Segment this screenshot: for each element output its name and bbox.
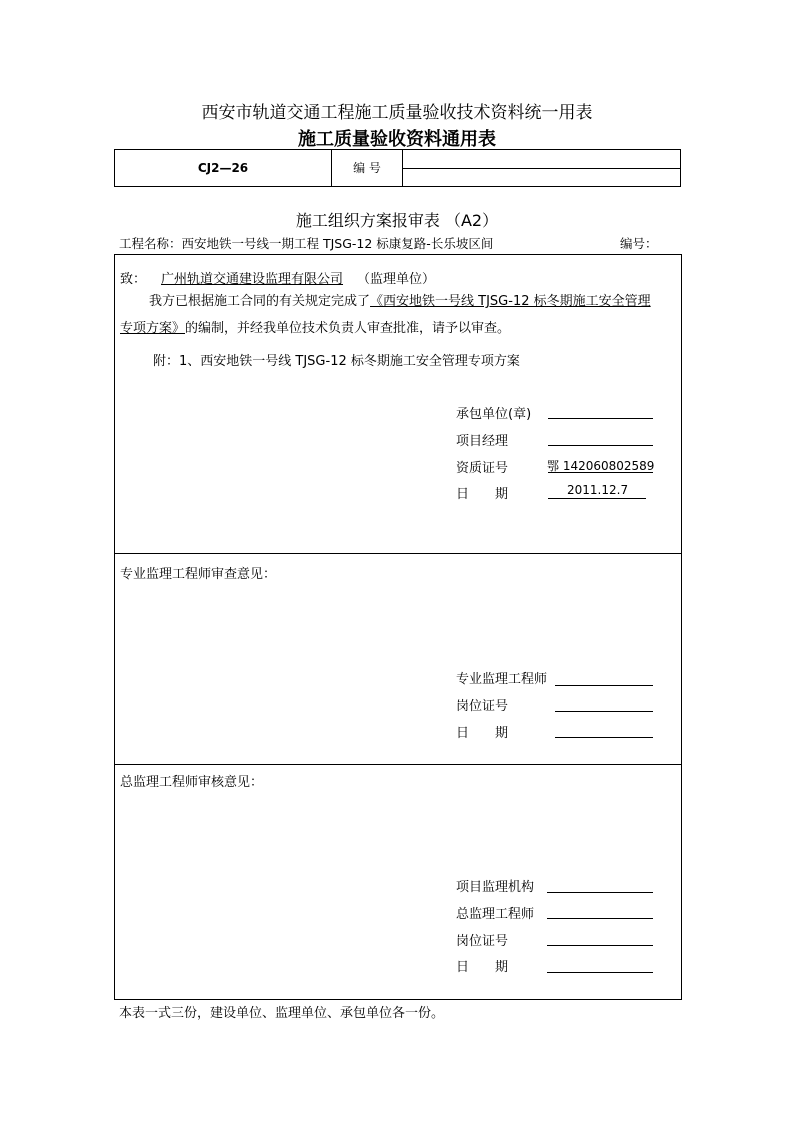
supervisor-suffix: （监理单位） (357, 272, 436, 287)
document-subtitle: 施工质量验收资料通用表 (298, 129, 496, 150)
body-line-2 (120, 317, 510, 336)
footer-note: 本表一式三份，建设单位、监理单位、承包单位各一份。 (119, 1006, 445, 1021)
engineer-post-cert-label: 岗位证号 (456, 699, 509, 714)
date-value: 2011.12.7 (567, 483, 629, 497)
project-manager-label: 项目经理 (456, 434, 509, 449)
form-number-label: 编号： (620, 236, 658, 251)
date-label: 日 期 (456, 487, 509, 502)
chief-label: 总监理工程师 (456, 907, 535, 922)
attachment: 附：1、西安地铁一号线 TJSG-12 标冬期施工安全管理专项方案 (153, 354, 520, 369)
contractor-unit-label: 承包单位(章) (456, 407, 532, 422)
project-manager-line (548, 445, 653, 446)
project-name: 工程名称：西安地铁一号线一期工程 TJSG-12 标康复路-长乐坡区间 (119, 236, 494, 251)
agency-line (547, 892, 653, 893)
chief-post-cert-line (547, 945, 653, 946)
number-label: 编 号 (353, 161, 381, 175)
form-title: 施工组织方案报审表 （A2） (295, 211, 499, 230)
body-text: 我方已根据施工合同的有关规定完成了 (149, 294, 371, 309)
plan-title-link-end: 专项方案》 (120, 321, 186, 336)
engineer-date-label: 日 期 (456, 726, 509, 741)
header-table (114, 149, 681, 187)
body-line-1 (149, 290, 651, 309)
engineer-date-line (555, 737, 653, 738)
chief-post-cert-label: 岗位证号 (456, 934, 509, 949)
chief-date-line (547, 972, 653, 973)
engineer-opinion-heading: 专业监理工程师审查意见： (120, 567, 277, 582)
qualification-label: 资质证号 (456, 461, 509, 476)
engineer-post-cert-line (555, 711, 653, 712)
section-divider (115, 764, 681, 765)
supervisor-unit: 广州轨道交通建设监理有限公司 (161, 272, 344, 287)
qualification-line (548, 472, 653, 473)
plan-title-link: 《西安地铁一号线 TJSG-12 标冬期施工安全管理 (370, 294, 651, 309)
engineer-label: 专业监理工程师 (456, 672, 548, 687)
number-field-line (403, 168, 681, 169)
to-label: 致： (120, 272, 147, 287)
chief-date-label: 日 期 (456, 960, 509, 975)
chief-line (547, 918, 653, 919)
body-text: 的编制，并经我单位技术负责人审查批准，请予以审查。 (185, 321, 511, 336)
form-code: CJ2—26 (197, 161, 249, 175)
form-body (114, 254, 682, 1000)
engineer-line (555, 685, 653, 686)
qualification-value: 鄂 142060802589 (547, 459, 655, 473)
contractor-unit-line (548, 418, 653, 419)
agency-label: 项目监理机构 (456, 880, 535, 895)
document-title: 西安市轨道交通工程施工质量验收技术资料统一用表 (201, 103, 593, 123)
section-divider (115, 553, 681, 554)
chief-opinion-heading: 总监理工程师审核意见： (120, 775, 264, 790)
date-line (548, 498, 646, 499)
